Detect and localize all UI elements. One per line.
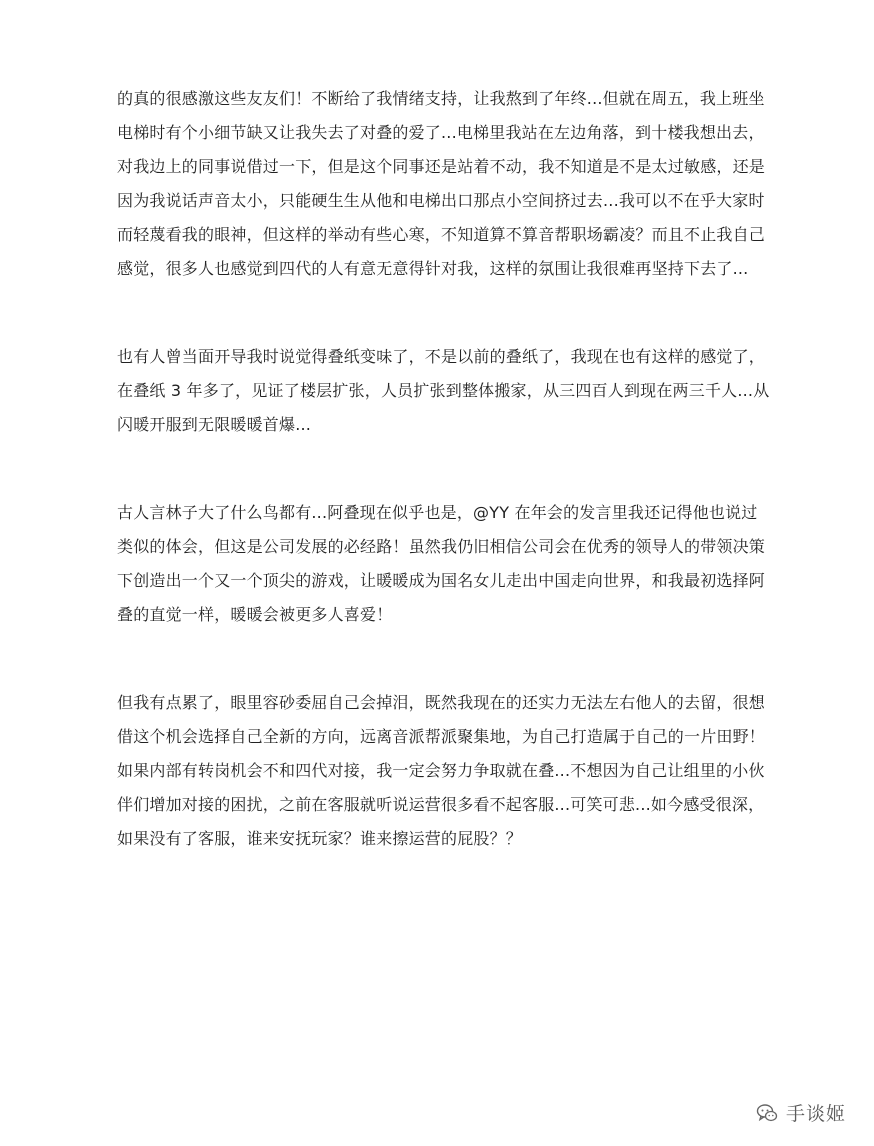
text-line: 伴们增加对接的困扰，之前在客服就听说运营很多看不起客服...可笑可悲...如今感受很深，: [117, 795, 765, 814]
text-line: 也有人曾当面开导我时说觉得叠纸变味了，不是以前的叠纸了，我现在也有这样的感觉了，: [117, 347, 766, 366]
text-line: 的真的很感激这些友友们！不断给了我情绪支持，让我熬到了年终...但就在周五，我上班坐: [117, 89, 765, 108]
document-body: [117, 82, 770, 910]
text-line: 在叠纸 3 年多了，见证了楼层扩张，人员扩张到整体搬家，从三四百人到现在两三千人...从: [117, 381, 770, 400]
text-line: 闪暖开服到无限暖暖首爆...: [117, 415, 312, 434]
text-line: 叠的直觉一样，暖暖会被更多人喜爱！: [117, 605, 393, 624]
watermark: [756, 1099, 846, 1126]
paragraph-3: [117, 496, 766, 632]
text-line: 但我有点累了，眼里容砂委屈自己会掉泪，既然我现在的还实力无法左右他人的去留，很想: [117, 693, 766, 712]
text-line: 感觉，很多人也感觉到四代的人有意无意得针对我，这样的氛围让我很难再坚持下去了...: [117, 259, 749, 278]
text-line: 如果内部有转岗机会不和四代对接，我一定会努力争取就在叠...不想因为自己让组里的小伙: [117, 761, 765, 780]
text-line: 电梯时有个小细节缺又让我失去了对叠的爱了...电梯里我站在左边角落，到十楼我想出去，: [117, 123, 765, 142]
text-line: 借这个机会选择自己全新的方向，远离音派帮派聚集地，为自己打造属于自己的一片田野！: [117, 727, 766, 746]
text-line: 对我边上的同事说借过一下，但是这个同事还是站着不动，我不知道是不是太过敏感，还是: [117, 157, 766, 176]
text-line: 下创造出一个又一个顶尖的游戏，让暖暖成为国名女儿走出中国走向世界，和我最初选择阿: [117, 571, 766, 590]
wechat-icon: [756, 1102, 778, 1124]
text-line: 类似的体会，但这是公司发展的必经路！虽然我仍旧相信公司会在优秀的领导人的带领决策: [117, 537, 766, 556]
text-line: 古人言林子大了什么鸟都有...阿叠现在似乎也是，@YY 在年会的发言里我还记得他也说过: [117, 503, 758, 522]
paragraph-4: [117, 686, 766, 856]
paragraph-2: [117, 340, 770, 442]
text-line: 如果没有了客服，谁来安抚玩家？谁来擦运营的屁股？？: [117, 829, 523, 848]
watermark-text: 手谈姬: [785, 1103, 846, 1125]
paragraph-1: [117, 82, 766, 286]
text-line: 因为我说话声音太小，只能硬生生从他和电梯出口那点小空间挤过去...我可以不在乎大家时: [117, 191, 765, 210]
text-line: 而轻蔑看我的眼神，但这样的举动有些心寒，不知道算不算音帮职场霸凌？而且不止我自己: [117, 225, 766, 244]
